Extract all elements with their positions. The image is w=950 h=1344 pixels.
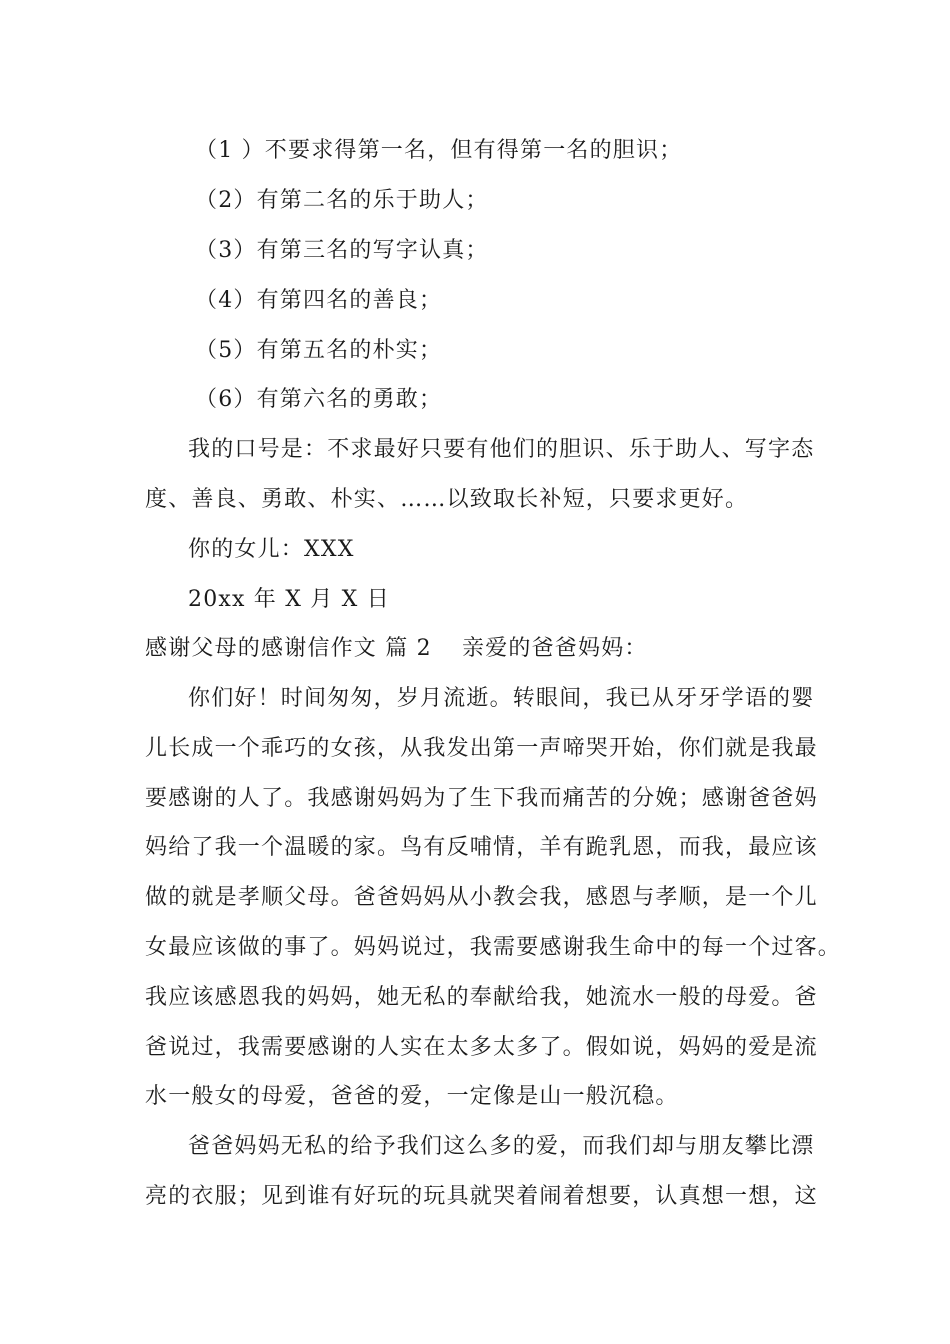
list-item-6: （6）有第六名的勇敢； xyxy=(195,387,443,412)
paragraph1-line-9: 水一般女的母爱，爸爸的爱，一定像是山一般沉稳。 xyxy=(145,1084,679,1109)
slogan-line-2: 度、善良、勇敢、朴实、……以致取长补短，只要求更好。 xyxy=(145,487,749,512)
salutation: 亲爱的爸爸妈妈： xyxy=(462,636,648,661)
list-item-3: （3）有第三名的写字认真； xyxy=(195,238,489,263)
paragraph2-line-2: 亮的衣服；见到谁有好玩的玩具就哭着闹着想要，认真想一想，这 xyxy=(145,1184,818,1209)
paragraph1-line-4: 妈给了我一个温暖的家。鸟有反哺情，羊有跪乳恩，而我，最应该 xyxy=(145,835,818,860)
paragraph1-line-6: 女最应该做的事了。妈妈说过，我需要感谢我生命中的每一个过客。 xyxy=(145,935,842,960)
signature: 你的女儿：XXX xyxy=(188,537,355,562)
list-item-4: （4）有第四名的善良； xyxy=(195,288,443,313)
paragraph1-line-5: 做的就是孝顺父母。爸爸妈妈从小教会我，感恩与孝顺，是一个儿 xyxy=(145,885,818,910)
paragraph1-line-8: 爸说过，我需要感谢的人实在太多太多了。假如说，妈妈的爱是流 xyxy=(145,1035,818,1060)
list-item-1: （1 ）不要求得第一名，但有得第一名的胆识； xyxy=(195,138,683,163)
section-title: 感谢父母的感谢信作文 篇 2 xyxy=(145,636,432,661)
list-item-5: （5）有第五名的朴实； xyxy=(195,338,443,363)
date: 20xx 年 X 月 X 日 xyxy=(188,587,390,612)
paragraph2-line-1: 爸爸妈妈无私的给予我们这么多的爱，而我们却与朋友攀比漂 xyxy=(188,1134,815,1159)
paragraph1-line-3: 要感谢的人了。我感谢妈妈为了生下我而痛苦的分娩；感谢爸爸妈 xyxy=(145,786,818,811)
slogan-line-1: 我的口号是：不求最好只要有他们的胆识、乐于助人、写字态 xyxy=(188,437,815,462)
list-item-2: （2）有第二名的乐于助人； xyxy=(195,188,489,213)
paragraph1-line-7: 我应该感恩我的妈妈，她无私的奉献给我，她流水一般的母爱。爸 xyxy=(145,985,818,1010)
paragraph1-line-1: 你们好！时间匆匆，岁月流逝。转眼间，我已从牙牙学语的婴 xyxy=(188,686,815,711)
paragraph1-line-2: 儿长成一个乖巧的女孩，从我发出第一声啼哭开始，你们就是我最 xyxy=(145,736,818,761)
